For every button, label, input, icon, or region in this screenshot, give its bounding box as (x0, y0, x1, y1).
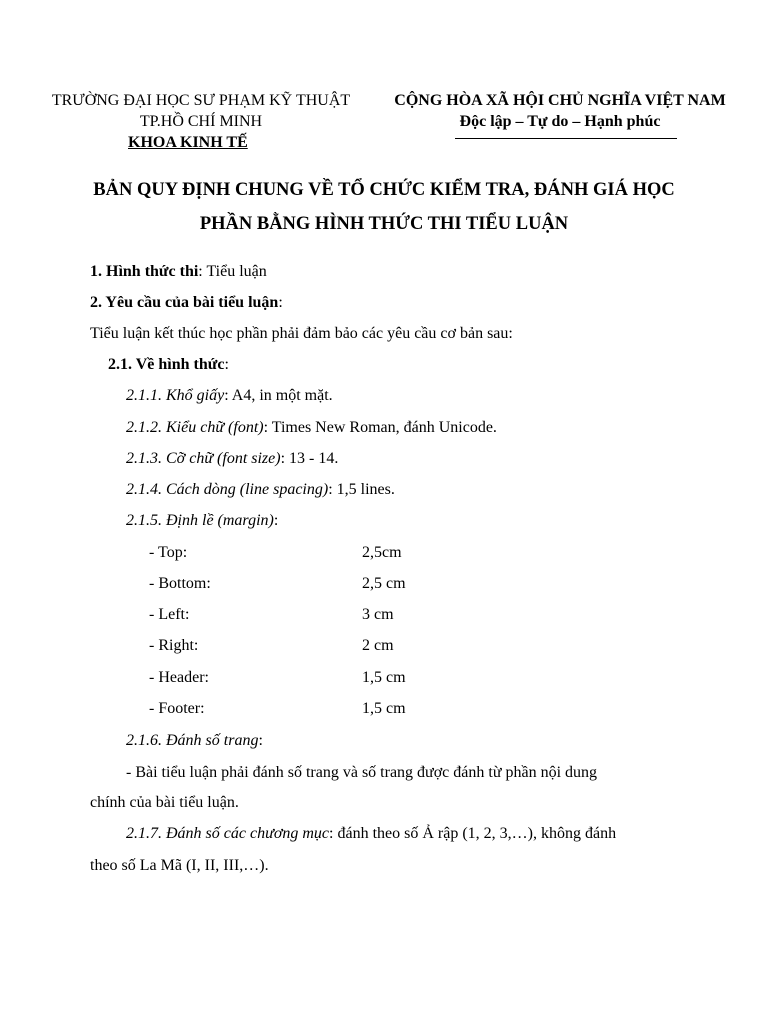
margin-value: 3 cm (362, 606, 394, 623)
section-2-1-label: 2.1. Về hình thức (108, 356, 225, 373)
margin-value: 2,5 cm (362, 575, 406, 592)
section-1-value: : Tiểu luận (198, 263, 267, 280)
item-2-1-4-label: 2.1.4. Cách dòng (line spacing) (126, 481, 329, 498)
section-2-colon: : (278, 294, 283, 311)
section-2-1 (108, 356, 229, 374)
national-title: CỘNG HÒA XÃ HỘI CHỦ NGHĨA VIỆT NAM (394, 92, 726, 109)
margin-value: 1,5 cm (362, 669, 406, 686)
margin-name: - Bottom: (149, 575, 211, 592)
item-2-1-1-label: 2.1.1. Khổ giấy (126, 387, 225, 404)
item-2-1-6 (126, 732, 263, 750)
faculty-name: KHOA KINH TẾ (128, 134, 248, 151)
item-2-1-1 (126, 387, 333, 405)
section-1 (90, 263, 267, 281)
item-2-1-4 (126, 481, 395, 499)
item-2-1-5 (126, 512, 278, 530)
motto-underline (455, 138, 677, 139)
item-2-1-7-value: : đánh theo số Ả rập (1, 2, 3,…), không đánh (329, 825, 617, 842)
document-title-line1: BẢN QUY ĐỊNH CHUNG VỀ TỔ CHỨC KIỂM TRA, ĐÁNH GIÁ HỌC (93, 180, 675, 200)
item-2-1-3 (126, 450, 338, 468)
item-2-1-6-label: 2.1.6. Đánh số trang (126, 732, 259, 749)
item-2-1-5-value: : (273, 512, 279, 529)
paging-rule-line2: chính của bài tiểu luận. (90, 794, 239, 811)
margin-value: 1,5 cm (362, 700, 406, 717)
section-2-label: 2. Yêu cầu của bài tiểu luận (90, 294, 279, 311)
item-2-1-7 (126, 825, 616, 843)
paging-rule-line1: - Bài tiểu luận phải đánh số trang và số trang được đánh từ phần nội dung (126, 764, 598, 781)
school-city: TP.HỒ CHÍ MINH (139, 113, 263, 130)
item-2-1-6-value: : (258, 732, 263, 749)
item-2-1-4-value: : 1,5 lines. (328, 481, 395, 498)
item-2-1-3-value: : 13 - 14. (280, 450, 339, 467)
national-motto: Độc lập – Tự do – Hạnh phúc (459, 113, 661, 130)
margin-name: - Footer: (149, 700, 205, 717)
item-2-1-3-label: 2.1.3. Cỡ chữ (font size) (126, 450, 281, 467)
section-1-label: 1. Hình thức thi (90, 263, 199, 280)
item-2-1-2-value: : Times New Roman, đánh Unicode. (263, 419, 497, 436)
document-title-line2: PHẦN BẰNG HÌNH THỨC THI TIỂU LUẬN (199, 214, 569, 234)
section-2 (90, 294, 283, 312)
numbering-rule-line2: theo số La Mã (I, II, III,…). (90, 857, 269, 874)
school-name: TRƯỜNG ĐẠI HỌC SƯ PHẠM KỸ THUẬT (51, 92, 351, 109)
margin-name: - Left: (149, 606, 190, 623)
item-2-1-7-label: 2.1.7. Đánh số các chương mục (126, 825, 330, 842)
item-2-1-2 (126, 419, 497, 437)
margin-name: - Right: (149, 637, 199, 654)
item-2-1-1-value: : A4, in một mặt. (224, 387, 333, 404)
margin-name: - Top: (149, 544, 188, 561)
item-2-1-2-label: 2.1.2. Kiểu chữ (font) (126, 419, 264, 436)
item-2-1-5-label: 2.1.5. Định lề (margin) (126, 512, 274, 529)
intro-text: Tiểu luận kết thúc học phần phải đảm bảo các yêu cầu cơ bản sau: (90, 325, 513, 342)
margin-name: - Header: (149, 669, 209, 686)
margin-value: 2,5cm (362, 544, 402, 561)
section-2-1-colon: : (224, 356, 229, 373)
margin-value: 2 cm (362, 637, 394, 654)
